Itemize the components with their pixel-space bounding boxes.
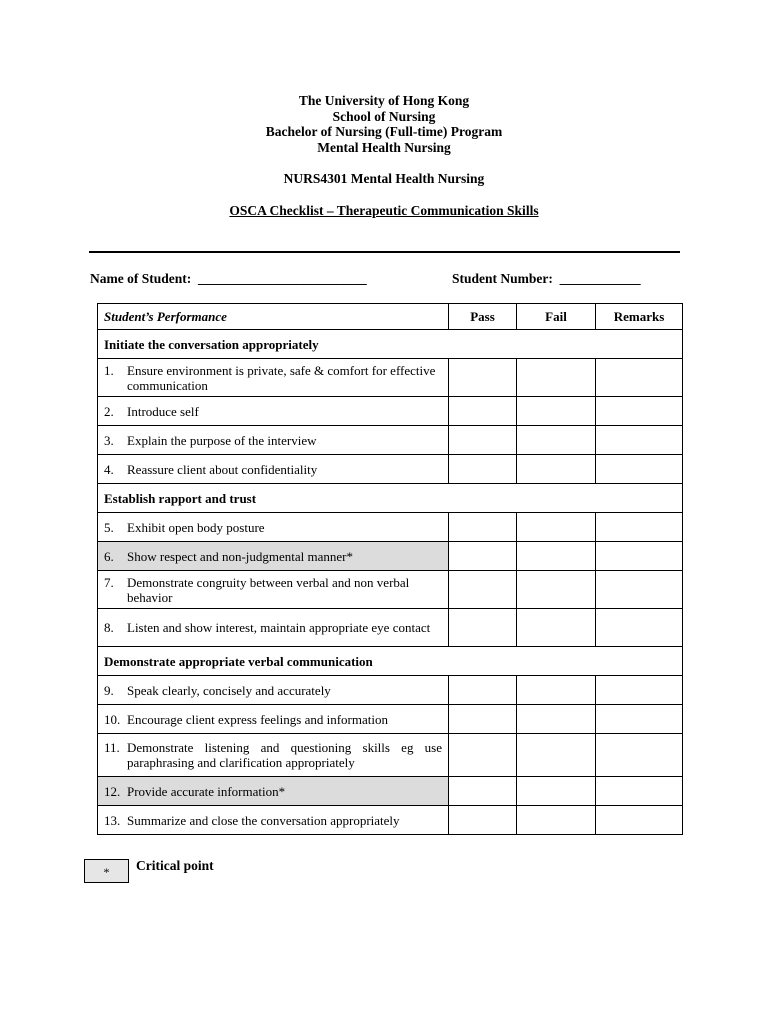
item-number: 5. bbox=[104, 519, 114, 535]
item-number: 11. bbox=[104, 740, 120, 755]
university-name: The University of Hong Kong bbox=[298, 93, 470, 108]
section-row bbox=[98, 484, 683, 513]
remarks-cell[interactable] bbox=[596, 359, 683, 397]
header-fail: Fail bbox=[517, 304, 596, 330]
item-text: Explain the purpose of the interview bbox=[127, 432, 317, 448]
table-row bbox=[98, 397, 683, 426]
remarks-cell[interactable] bbox=[596, 426, 683, 455]
item-number: 4. bbox=[104, 461, 114, 477]
item-text: Demonstrate congruity between verbal and non verbal behavior bbox=[127, 574, 410, 605]
item-text: Introduce self bbox=[127, 403, 199, 419]
program-name: Bachelor of Nursing (Full-time) Program bbox=[265, 124, 503, 139]
section-title: Initiate the conversation appropriately bbox=[98, 330, 683, 359]
table-row bbox=[98, 806, 683, 835]
item-text: Speak clearly, concisely and accurately bbox=[127, 682, 331, 698]
table-row bbox=[98, 542, 683, 571]
fail-cell[interactable] bbox=[517, 806, 596, 835]
table-row bbox=[98, 676, 683, 705]
table-row bbox=[98, 359, 683, 397]
item-number: 8. bbox=[104, 620, 114, 635]
student-name-blank[interactable]: _________________________ bbox=[198, 271, 367, 286]
table-row bbox=[98, 455, 683, 484]
item-cell bbox=[98, 426, 449, 455]
item-cell bbox=[98, 676, 449, 705]
pass-cell[interactable] bbox=[449, 542, 517, 571]
table-header-row bbox=[98, 304, 683, 330]
remarks-cell[interactable] bbox=[596, 705, 683, 734]
table-row bbox=[98, 777, 683, 806]
section-row bbox=[98, 647, 683, 676]
header-performance: Student’s Performance bbox=[98, 304, 449, 330]
fail-cell[interactable] bbox=[517, 397, 596, 426]
header-remarks: Remarks bbox=[596, 304, 683, 330]
item-text: Demonstrate listening and questioning skills eg use paraphrasing and clarification appropriately bbox=[127, 740, 442, 770]
student-number-label: Student Number: bbox=[452, 271, 553, 286]
critical-point-legend-box: * bbox=[84, 859, 129, 883]
pass-cell[interactable] bbox=[449, 777, 517, 806]
item-number: 13. bbox=[104, 812, 121, 828]
student-number-blank[interactable]: ____________ bbox=[559, 271, 641, 286]
student-name-field bbox=[90, 271, 367, 287]
item-cell bbox=[98, 397, 449, 426]
table-row bbox=[98, 705, 683, 734]
fail-cell[interactable] bbox=[517, 676, 596, 705]
item-text: Provide accurate information* bbox=[127, 783, 286, 799]
item-cell bbox=[98, 571, 449, 609]
fail-cell[interactable] bbox=[517, 426, 596, 455]
table-row bbox=[98, 513, 683, 542]
table-row bbox=[98, 571, 683, 609]
document-header bbox=[0, 93, 768, 218]
item-cell bbox=[98, 359, 449, 397]
remarks-cell[interactable] bbox=[596, 397, 683, 426]
remarks-cell[interactable] bbox=[596, 513, 683, 542]
course-title: NURS4301 Mental Health Nursing bbox=[283, 171, 485, 186]
item-number: 7. bbox=[104, 574, 114, 590]
pass-cell[interactable] bbox=[449, 455, 517, 484]
critical-point-legend-label: Critical point bbox=[136, 858, 214, 873]
pass-cell[interactable] bbox=[449, 676, 517, 705]
fail-cell[interactable] bbox=[517, 609, 596, 647]
remarks-cell[interactable] bbox=[596, 777, 683, 806]
remarks-cell[interactable] bbox=[596, 806, 683, 835]
pass-cell[interactable] bbox=[449, 705, 517, 734]
pass-cell[interactable] bbox=[449, 426, 517, 455]
item-number: 1. bbox=[104, 362, 114, 378]
item-cell bbox=[98, 513, 449, 542]
pass-cell[interactable] bbox=[449, 397, 517, 426]
student-number-field bbox=[452, 271, 641, 287]
remarks-cell[interactable] bbox=[596, 676, 683, 705]
item-cell bbox=[98, 806, 449, 835]
fail-cell[interactable] bbox=[517, 513, 596, 542]
pass-cell[interactable] bbox=[449, 806, 517, 835]
item-number: 12. bbox=[104, 783, 121, 799]
header-divider bbox=[89, 251, 680, 253]
pass-cell[interactable] bbox=[449, 359, 517, 397]
header-pass: Pass bbox=[449, 304, 517, 330]
item-cell bbox=[98, 455, 449, 484]
remarks-cell[interactable] bbox=[596, 609, 683, 647]
item-number: 10. bbox=[104, 711, 121, 727]
subject-name: Mental Health Nursing bbox=[317, 139, 451, 155]
item-cell bbox=[98, 734, 449, 777]
item-text: Summarize and close the conversation appropriately bbox=[127, 812, 400, 828]
item-number: 2. bbox=[104, 403, 114, 419]
remarks-cell[interactable] bbox=[596, 542, 683, 571]
item-text: Encourage client express feelings and information bbox=[127, 711, 388, 727]
pass-cell[interactable] bbox=[449, 513, 517, 542]
fail-cell[interactable] bbox=[517, 777, 596, 806]
section-row bbox=[98, 330, 683, 359]
item-number: 3. bbox=[104, 432, 114, 448]
fail-cell[interactable] bbox=[517, 705, 596, 734]
pass-cell[interactable] bbox=[449, 609, 517, 647]
remarks-cell[interactable] bbox=[596, 734, 683, 777]
osca-checklist-table bbox=[97, 303, 683, 835]
remarks-cell[interactable] bbox=[596, 455, 683, 484]
fail-cell[interactable] bbox=[517, 359, 596, 397]
table-row bbox=[98, 609, 683, 647]
section-title: Demonstrate appropriate verbal communication bbox=[98, 647, 683, 676]
fail-cell[interactable] bbox=[517, 542, 596, 571]
item-text: Show respect and non-judgmental manner* bbox=[127, 548, 353, 564]
student-name-label: Name of Student: bbox=[90, 271, 192, 286]
item-cell-critical bbox=[98, 542, 449, 571]
fail-cell[interactable] bbox=[517, 455, 596, 484]
remarks-cell[interactable] bbox=[596, 571, 683, 609]
fail-cell[interactable] bbox=[517, 571, 596, 609]
item-number: 9. bbox=[104, 682, 114, 698]
pass-cell[interactable] bbox=[449, 734, 517, 777]
pass-cell[interactable] bbox=[449, 571, 517, 609]
item-cell bbox=[98, 705, 449, 734]
item-text: Exhibit open body posture bbox=[127, 519, 265, 535]
item-cell-critical bbox=[98, 777, 449, 806]
item-cell bbox=[98, 609, 449, 647]
table-row bbox=[98, 426, 683, 455]
item-number: 6. bbox=[104, 548, 114, 564]
item-text: Listen and show interest, maintain appropriate eye contact bbox=[127, 620, 431, 635]
table-row bbox=[98, 734, 683, 777]
fail-cell[interactable] bbox=[517, 734, 596, 777]
item-text: Ensure environment is private, safe & comfort for effective communication bbox=[127, 362, 436, 393]
school-name: School of Nursing bbox=[332, 108, 436, 124]
checklist-title: OSCA Checklist – Therapeutic Communication Skills bbox=[229, 202, 539, 218]
item-text: Reassure client about confidentiality bbox=[127, 461, 318, 477]
section-title: Establish rapport and trust bbox=[98, 484, 683, 513]
